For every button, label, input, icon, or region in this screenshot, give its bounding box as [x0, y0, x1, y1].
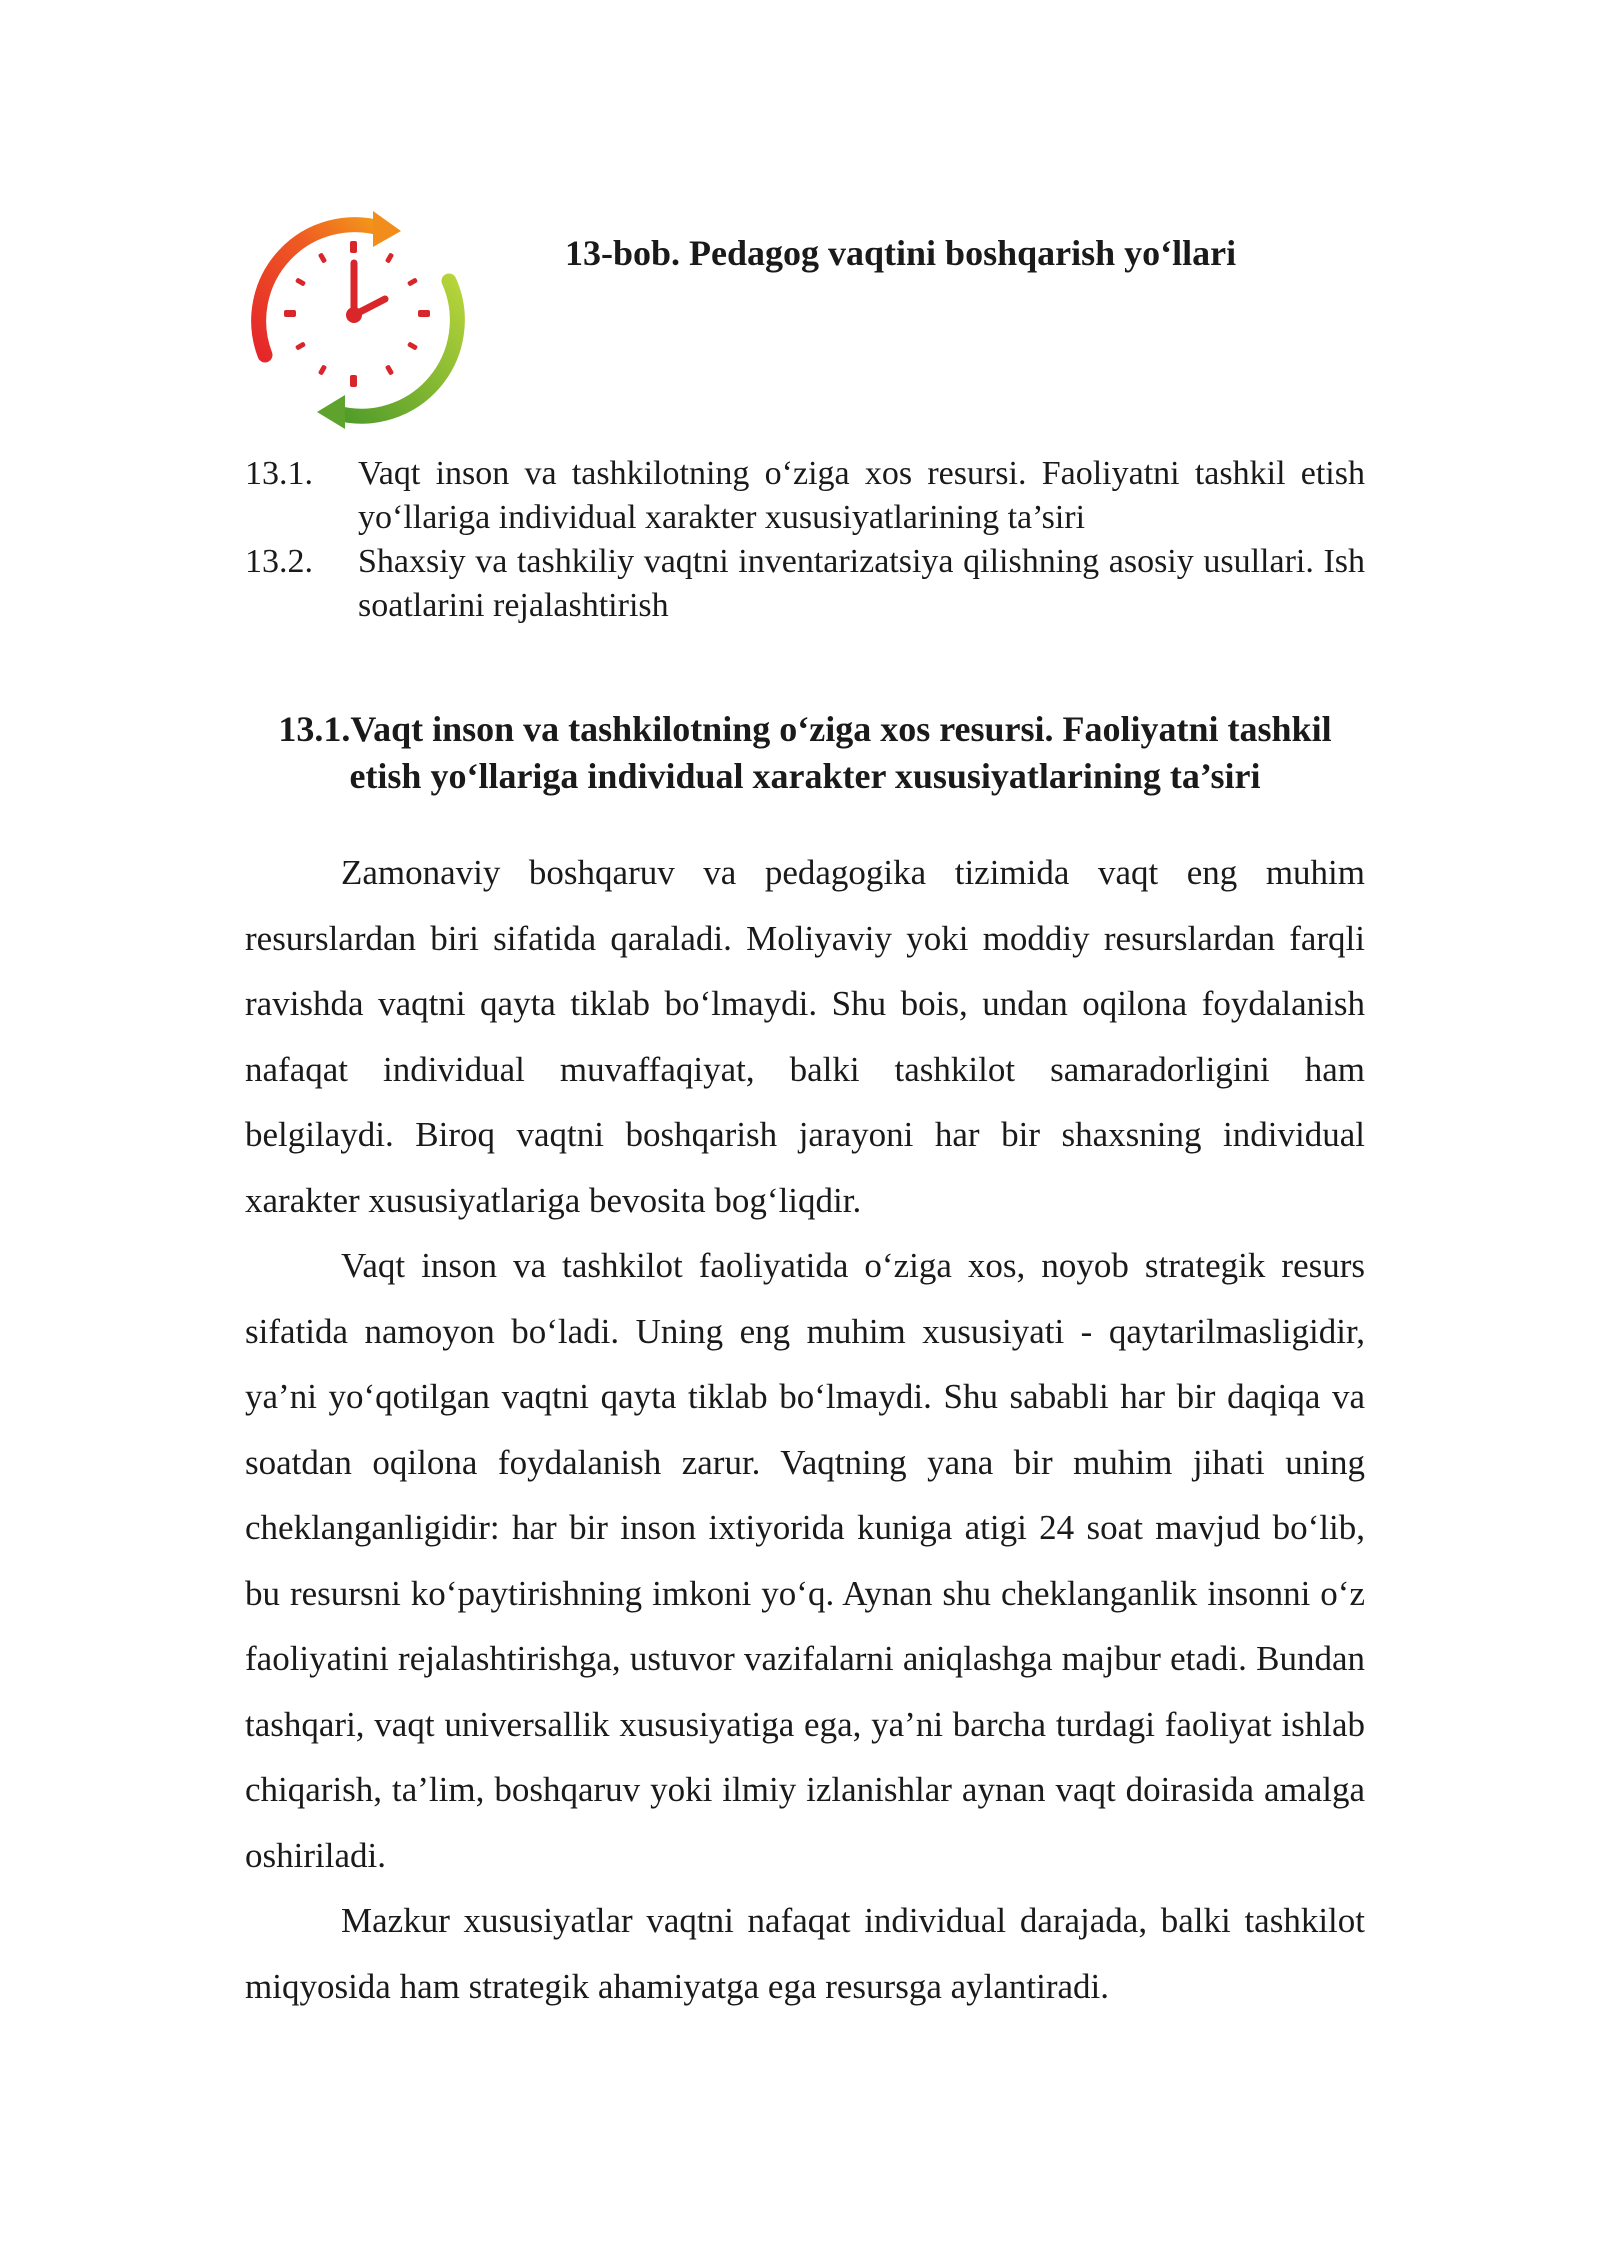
clock-with-circular-arrows-icon: [245, 205, 473, 433]
paragraph: Vaqt inson va tashkilot faoliyatida o‘ziga xos, noyob strategik resurs sifatida namoyon bo‘ladi. Uning eng muhim xususiyati - qaytarilmasligidir, ya’ni yo‘qotilgan vaqtni qayta tiklab bo‘lmaydi. Shu sababli har bir daqiqa va soatdan oqilona foydalanish zarur. Vaqtning yana bir muhim jihati uning cheklanganligidir: har bir inson ixtiyorida kuniga atigi 24 soat mavjud bo‘lib, bu resursni ko‘paytirishning imkoni yo‘q. Aynan shu cheklanganlik insonni o‘z faoliyatini rejalashtirishga, ustuvor vazifalarni aniqlashga majbur etadi. Bundan tashqari, vaqt universallik xususiyatiga ega, ya’ni barcha turdagi faoliyat ishlab chiqarish, ta’lim, boshqaruv yoki ilmiy izlanishlar aynan vaqt doirasida amalga oshiriladi.: [245, 1246, 1365, 1875]
table-of-contents: [245, 452, 1365, 628]
toc-item: [245, 540, 1365, 628]
toc-item: [245, 452, 1365, 540]
toc-item-number: 13.1.: [245, 455, 313, 492]
chapter-title: 13-bob. Pedagog vaqtini boshqarish yo‘llari: [565, 233, 1237, 273]
body-text: [245, 840, 1365, 2019]
toc-item-text: Vaqt inson va tashkilotning o‘ziga xos resursi. Faoliyatni tashkil etish yo‘llariga individual xarakter xususiyatlarining ta’siri: [358, 455, 1365, 536]
paragraph: Zamonaviy boshqaruv va pedagogika tizimida vaqt eng muhim resurslardan biri sifatida qaraladi. Moliyaviy yoki moddiy resurslardan farqli ravishda vaqtni qayta tiklab bo‘lmaydi. Shu bois, undan oqilona foydalanish nafaqat individual muvaffaqiyat, balki tashkilot samaradorligini ham belgilaydi. Biroq vaqtni boshqarish jarayoni har bir shaxsning individual xarakter xususiyatlariga bevosita bog‘liqdir.: [245, 853, 1365, 1220]
toc-item-text: Shaxsiy va tashkiliy vaqtni inventarizatsiya qilishning asosiy usullari. Ish soatlarini rejalashtirish: [358, 543, 1365, 624]
section-heading: 13.1.Vaqt inson va tashkilotning o‘ziga xos resursi. Faoliyatni tashkil etish yo‘llariga individual xarakter xususiyatlarining ta’siri: [278, 709, 1332, 796]
paragraph: Mazkur xususiyatlar vaqtni nafaqat individual darajada, balki tashkilot miqyosida ham strategik ahamiyatga ega resursga aylantiradi.: [245, 1901, 1365, 2006]
toc-item-number: 13.2.: [245, 543, 313, 580]
